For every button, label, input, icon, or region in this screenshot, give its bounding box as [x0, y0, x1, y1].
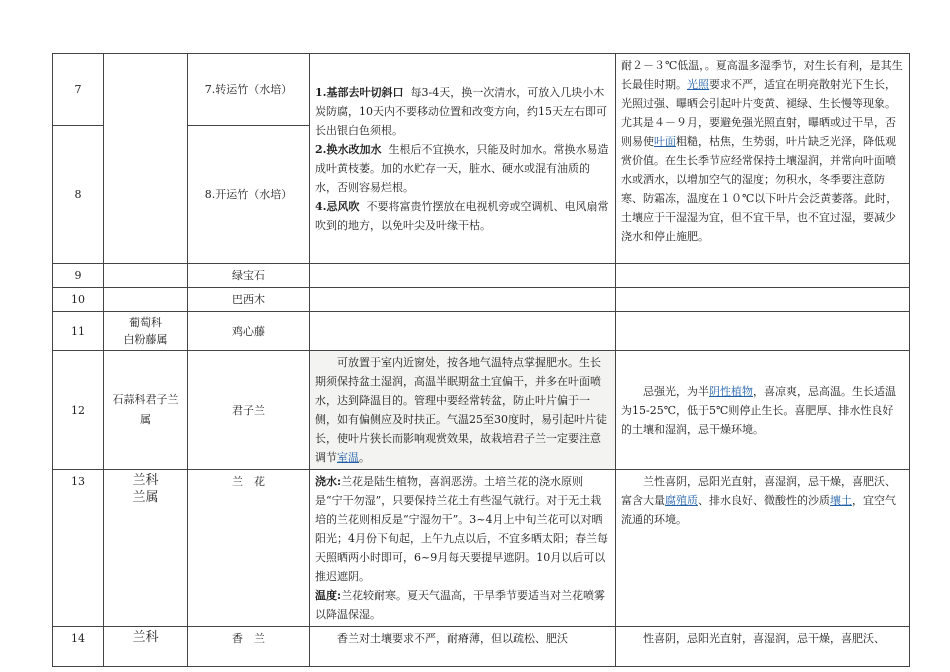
table-row — [53, 351, 910, 470]
link-shiwen[interactable]: 室温 — [337, 451, 359, 464]
care-cell — [310, 288, 616, 312]
plant-name: 香 兰 — [188, 627, 310, 667]
habit-cell: 兰性喜阴，忌阳光直射，喜湿润，忌干燥，喜肥沃、富含大量腐殖质、排水良好、微酸性的沙质壤土，宜空气流通的环境。 — [616, 470, 910, 627]
care-cell: 香兰对土壤要求不严，耐瘠薄，但以疏松、肥沃 — [310, 627, 616, 667]
plant-name: 君子兰 — [188, 351, 310, 470]
link-yinxing-zhiwu[interactable]: 阴性植物 — [709, 384, 753, 398]
row-number: 14 — [53, 627, 104, 667]
habit-cell — [616, 288, 910, 312]
care-item: 温度:兰花较耐寒。夏天气温高，干旱季节要适当对兰花喷雾以降温保湿。 — [315, 589, 606, 621]
habit-cell: 性喜阴，忌阳光直射，喜湿润，忌干燥，喜肥沃、 — [616, 627, 910, 667]
care-cell — [310, 54, 616, 264]
link-guangzhao[interactable]: 光照 — [687, 78, 709, 91]
family-name: 兰科 兰属 — [104, 470, 188, 627]
care-item: 浇水:兰花是陆生植物，喜润恶涝。土培兰花的浇水原则是“宁干勿湿”，只要保持兰花土有些湿气就行。对于无土栽培的兰花则相反是“宁湿勿干”。3~4月上中旬兰花可以对晒阳光；4月份下旬起，上午九点以后，不宜多晒太阳；春兰每天照晒两小时即可，6~9月每天要提早遮阴。10月以后可以推迟遮阴。 — [315, 475, 608, 583]
family-name: 石蒜科君子兰属 — [104, 351, 188, 470]
row-number: 9 — [53, 264, 104, 288]
row-number: 10 — [53, 288, 104, 312]
plant-name: 绿宝石 — [188, 264, 310, 288]
row-number: 13 — [53, 470, 104, 627]
family-name: 兰科 — [104, 627, 188, 667]
row-number: 8 — [53, 126, 104, 264]
habit-cell: 忌强光，为半阴性植物，喜凉爽，忌高温。生长适温为15-25℃，低于5℃则停止生长。喜肥厚、排水性良好的土壤和湿润，忌干燥环境。 — [616, 351, 910, 470]
table-row — [53, 312, 910, 351]
care-item: 4.忌风吹 不要将富贵竹摆放在电视机旁或空调机、电风扇常吹到的地方，以免叶尖及叶缘干枯。 — [315, 199, 609, 232]
family-cell — [104, 264, 188, 288]
care-item: 1.基部去叶切斜口 每3-4天，换一次清水，可放入几块小木炭防腐，10天内不要移动位置和改变方向，约15天左右即可长出银白色须根。 — [315, 85, 607, 137]
care-cell — [310, 264, 616, 288]
table-row — [53, 470, 910, 627]
table-row — [53, 54, 910, 126]
plant-name: 巴西木 — [188, 288, 310, 312]
habit-cell: 耐２－３℃低温，。夏高温多湿季节，对生长有利，是其生长最佳时期。光照要求不严，适宜在明亮散射光下生长，光照过强、曝晒会引起叶片变黄、褪绿、生长慢等现象。尤其是４－９月，要避免强光照直射，曝晒或过干旱，否则易使叶面粗糙，枯焦，生势弱，叶片缺乏光泽，降低观赏价值。在生长季节应经常保持土壤湿润，并常向叶面喷水或洒水，以增加空气的湿度；勿积水，冬季要注意防寒、防霜冻，温度在１０℃以下叶片会泛黄萎落。此时，土壤应于干湿湿为宜，但不宜干旱，也不宜过湿，要减少浇水和停止施肥。 — [616, 54, 910, 264]
care-cell: 可放置于室内近窗处，按各地气温特点掌握肥水。生长期须保持盆土湿润，高温半眠期盆土宜偏干，并多在叶面喷水，达到降温目的。管理中要经常转盆，防止叶片偏于一侧，如有偏侧应及时扶正。气温25至30度时，易引起叶片徒长，使叶片狭长而影响观赏效果，故栽培君子兰一定要注意调节室温。 — [310, 351, 616, 470]
plant-name: 7.转运竹（水培） — [188, 54, 310, 126]
family-cell — [104, 288, 188, 312]
plant-name: 8.开运竹（水培） — [188, 126, 310, 264]
link-yemian[interactable]: 叶面 — [654, 135, 676, 148]
plant-name: 兰 花 — [188, 470, 310, 627]
family-name: 葡萄科 白粉藤属 — [104, 312, 188, 351]
plant-name: 鸡心藤 — [188, 312, 310, 351]
family-cell — [104, 54, 188, 264]
plant-care-table — [52, 53, 910, 667]
table-row — [53, 264, 910, 288]
table-row — [53, 288, 910, 312]
care-item: 2.换水改加水 生根后不宜换水，只能及时加水。常换水易造成叶黄枝萎。加的水贮存一天，脏水、硬水或混有油质的水，否则容易烂根。 — [315, 142, 609, 194]
link-fuzhizhi[interactable]: 腐殖质 — [665, 494, 698, 507]
row-number: 11 — [53, 312, 104, 351]
row-number: 12 — [53, 351, 104, 470]
table-row — [53, 627, 910, 667]
habit-cell — [616, 264, 910, 288]
care-cell — [310, 312, 616, 351]
link-rangtu[interactable]: 壤土 — [830, 494, 852, 507]
care-cell — [310, 470, 616, 627]
habit-cell — [616, 312, 910, 351]
row-number: 7 — [53, 54, 104, 126]
